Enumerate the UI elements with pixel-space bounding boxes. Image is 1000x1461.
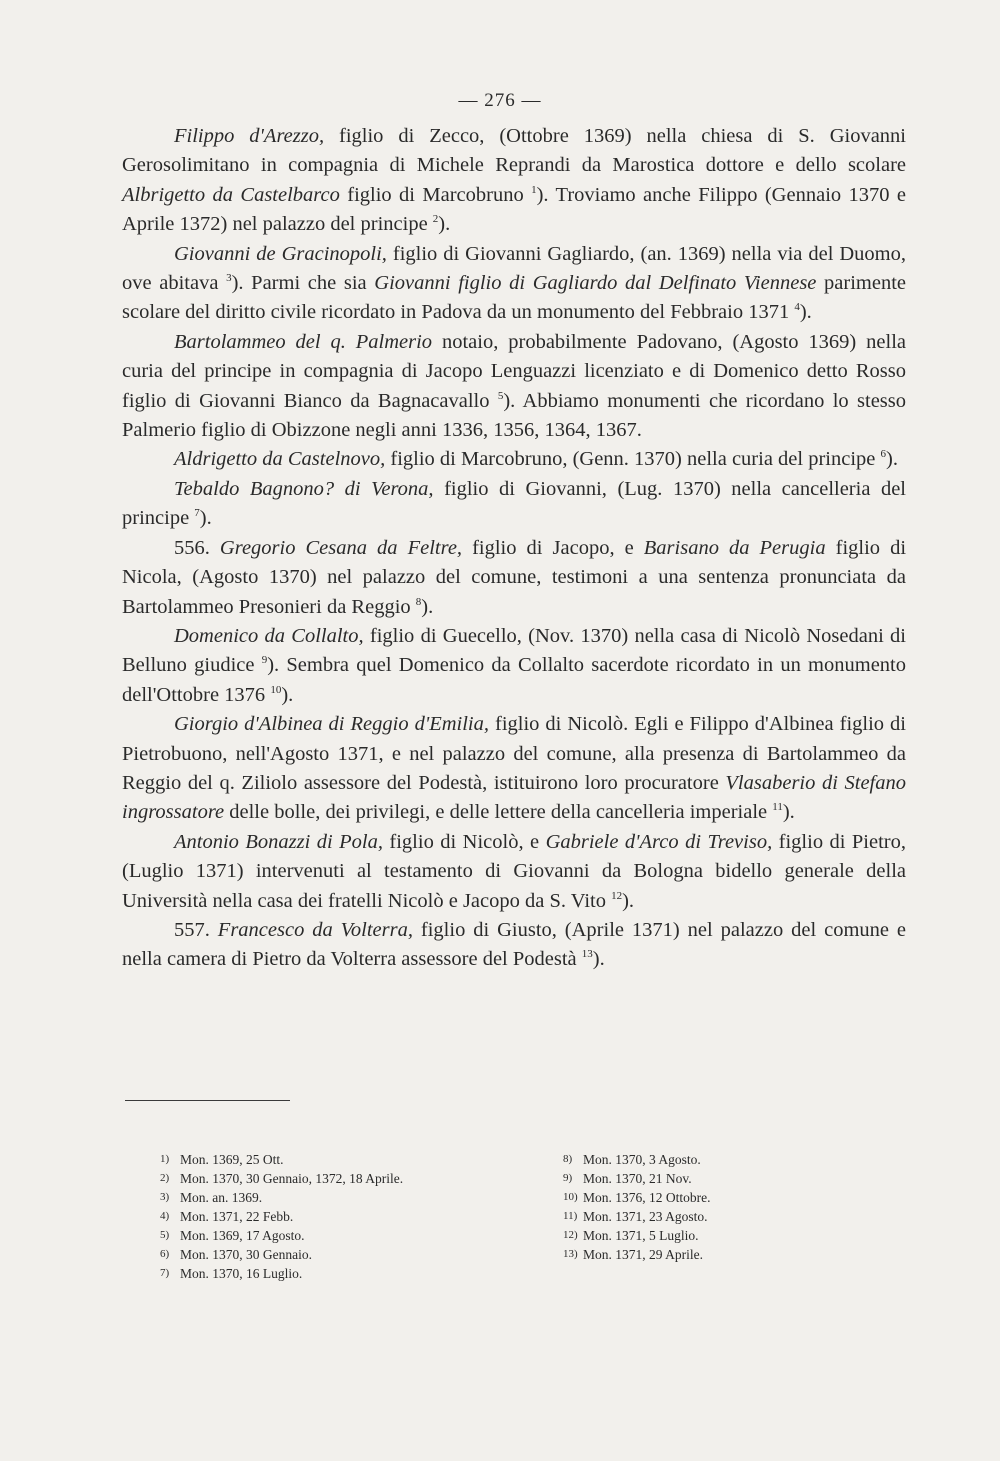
- footnote-text: Mon. 1370, 30 Gennaio, 1372, 18 Aprile.: [180, 1171, 404, 1186]
- footnote: [563, 1207, 800, 1226]
- text-run: ). Parmi che sia: [231, 272, 375, 295]
- text-run: parimente scolare del diritto civile ricordato in Padova da un monumento del Febbraio 1371: [122, 272, 907, 324]
- text-run: figlio di Pietro, (Luglio 1371) intervenuti al testamento di Giovanni da Bologna bidello generale della Università nella casa dei fratelli Nicolò e Jacopo da S. Vito: [122, 830, 906, 912]
- text-run: figlio di Zecco, (Ottobre 1369) nella chiesa di S. Giovanni Gerosolimitano in compagnia di Michele Reprandi da Marostica dottore e dello scolare: [122, 125, 906, 177]
- footnote-reference: 3: [226, 272, 232, 285]
- footnote-text: Mon. 1371, 23 Agosto.: [583, 1209, 708, 1224]
- footnote-reference: 5: [497, 389, 504, 402]
- footnote-text: Mon. 1371, 29 Aprile.: [583, 1247, 703, 1262]
- footnote: [563, 1245, 800, 1264]
- footnote-text: Mon. 1369, 25 Ott.: [180, 1152, 284, 1167]
- footnote-mark: 1): [160, 1153, 170, 1165]
- footnote-text: Mon. 1370, 16 Luglio.: [180, 1266, 303, 1281]
- italic-name: Filippo d'Arezzo,: [174, 125, 325, 147]
- italic-name: Gabriele d'Arco di Treviso,: [545, 830, 773, 853]
- paragraph: [122, 445, 906, 474]
- footnote: [160, 1226, 563, 1245]
- text-run: ).: [438, 213, 451, 236]
- text-run: figlio di Giovanni Gagliardo, (an. 1369) nella via del Duomo, ove abitava: [122, 242, 906, 295]
- footnote-mark: 9): [563, 1172, 573, 1184]
- footnote-reference: 8: [415, 595, 422, 608]
- text-run: ).: [421, 595, 434, 618]
- text-run: ).: [592, 948, 605, 971]
- text-run: ).: [622, 889, 635, 912]
- footnote-mark: 2): [160, 1172, 170, 1184]
- footnote: [160, 1188, 563, 1207]
- footnote-text: Mon. an. 1369.: [180, 1190, 263, 1205]
- footnote-text: Mon. 1370, 21 Nov.: [583, 1171, 692, 1186]
- text-run: ).: [199, 507, 212, 530]
- paragraph: [122, 710, 906, 828]
- footnote-mark: 12): [563, 1229, 578, 1241]
- footnotes: [160, 1150, 800, 1283]
- footnote-mark: 4): [160, 1210, 170, 1222]
- italic-name: Bartolammeo del q. Palmerio: [174, 330, 433, 353]
- footnote-reference: 7: [194, 507, 200, 520]
- paragraph: [122, 240, 906, 328]
- text-run: figlio di Guecello, (Nov. 1370) nella casa di Nicolò Nosedani di Belluno giudice: [122, 624, 906, 677]
- footnote-reference: 11: [772, 801, 783, 814]
- paragraph: [122, 916, 906, 975]
- text-run: figlio di Giusto, (Aprile 1371) nel palazzo del comune e nella camera di Pietro da Volterra assessore del Podestà: [122, 918, 906, 971]
- text-run: figlio di Nicolò, e: [382, 830, 546, 853]
- italic-name: Albrigetto da Castelbarco: [122, 183, 340, 206]
- text-run: ). Sembra quel Domenico da Collalto sacerdote ricordato in un monumento dell'Ottobre 1376: [122, 654, 906, 706]
- footnote: [563, 1188, 800, 1207]
- footnote-reference: 1: [531, 183, 537, 196]
- footnote-reference: 13: [581, 948, 593, 961]
- text-run: notaio, probabilmente Padovano, (Agosto 1369) nella curia del principe in compagnia di Jacopo Lenguazzi licenziato e di Domenico detto Rosso figlio di Giovanni Bianco da Bagnacavallo: [122, 330, 906, 412]
- paragraph: [122, 328, 906, 446]
- footnote-mark: 8): [563, 1153, 573, 1165]
- footnote-reference: 9: [261, 654, 268, 667]
- paragraph: [122, 828, 906, 916]
- paragraph: [122, 122, 906, 240]
- footnote: [160, 1207, 563, 1226]
- text-run: ). Troviamo anche Filippo (Gennaio 1370 e Aprile 1372) nel palazzo del principe: [122, 183, 906, 236]
- footnote-reference: 10: [270, 683, 282, 696]
- footnote-mark: 10): [563, 1191, 578, 1203]
- footnote-mark: 6): [160, 1248, 170, 1260]
- italic-name: Gregorio Cesana da Feltre,: [219, 536, 463, 559]
- text-run: figlio di Marcobruno: [339, 183, 532, 206]
- text-run: 557.: [174, 918, 218, 941]
- italic-name: Francesco da Volterra,: [217, 918, 413, 941]
- footnote-mark: 3): [160, 1191, 170, 1203]
- footnote-mark: 7): [160, 1267, 170, 1279]
- footnote-reference: 4: [794, 301, 800, 314]
- text-run: figlio di Jacopo, e: [462, 536, 644, 559]
- page-number: — 276 —: [458, 90, 542, 111]
- italic-name: Barisano da Perugia: [643, 536, 826, 559]
- footnote-mark: 13): [563, 1248, 578, 1260]
- italic-name: Giovanni de Gracinopoli,: [174, 242, 387, 265]
- footnote-text: Mon. 1370, 3 Agosto.: [583, 1152, 701, 1167]
- paragraph: [122, 534, 906, 622]
- footnote: [160, 1264, 563, 1283]
- footnotes-right-column: [563, 1150, 800, 1283]
- footnote: [160, 1169, 563, 1188]
- paragraph: [122, 475, 906, 534]
- footnote: [160, 1245, 563, 1264]
- footnote-reference: 2: [432, 213, 439, 226]
- text-run: figlio di Nicola, (Agosto 1370) nel palazzo del comune, testimoni a una sentenza pronunciata da Bartolammeo Presonieri da Reggio: [122, 536, 907, 618]
- footnote: [563, 1226, 800, 1245]
- footnote-text: Mon. 1369, 17 Agosto.: [180, 1228, 305, 1243]
- italic-name: Giovanni figlio di Gagliardo dal Delfinato Viennese: [374, 272, 817, 295]
- text-run: ).: [782, 801, 795, 824]
- footnote: [160, 1150, 563, 1169]
- footnote-divider: [125, 1100, 290, 1101]
- footnote-mark: 11): [563, 1210, 578, 1222]
- text-run: ). Abbiamo monumenti che ricordano lo stesso Palmerio figlio di Obizzone negli anni 1336, 1356, 1364, 1367.: [122, 389, 906, 442]
- italic-name: Aldrigetto da Castelnovo,: [174, 448, 386, 471]
- italic-name: Domenico da Collalto,: [174, 624, 364, 647]
- text-run: ).: [281, 683, 294, 706]
- text-run: figlio di Nicolò. Egli e Filippo d'Albinea figlio di Pietrobuono, nell'Agosto 1371, e nel palazzo del comune, alla presenza di Bartolammeo da Reggio del q. Ziliolo assessore del Podestà, istituirono loro procuratore: [122, 713, 906, 794]
- footnote: [563, 1169, 800, 1188]
- footnote-reference: 6: [880, 448, 887, 461]
- text-run: ).: [886, 448, 898, 471]
- footnote-text: Mon. 1371, 22 Febb.: [180, 1209, 294, 1224]
- text-run: 556.: [174, 536, 220, 559]
- footnote-reference: 12: [611, 889, 623, 902]
- text-run: ).: [799, 301, 812, 324]
- footnotes-left-column: [160, 1150, 563, 1283]
- italic-name: Tebaldo Bagnono? di Verona,: [174, 477, 434, 500]
- footnote-text: Mon. 1370, 30 Gennaio.: [180, 1247, 312, 1262]
- body-text: [122, 122, 906, 975]
- paragraph: [122, 622, 906, 710]
- italic-name: Vlasaberio di Stefano ingrossatore: [122, 771, 906, 824]
- footnote-text: Mon. 1371, 5 Luglio.: [583, 1228, 699, 1243]
- text-run: figlio di Marcobruno, (Genn. 1370) nella curia del principe: [385, 448, 881, 471]
- italic-name: Antonio Bonazzi di Pola,: [174, 830, 383, 853]
- footnote-mark: 5): [160, 1229, 170, 1241]
- text-run: delle bolle, dei privilegi, e delle lettere della cancelleria imperiale: [224, 801, 773, 824]
- italic-name: Giorgio d'Albinea di Reggio d'Emilia,: [174, 713, 489, 736]
- footnote: [563, 1150, 800, 1169]
- footnote-text: Mon. 1376, 12 Ottobre.: [583, 1190, 711, 1205]
- text-run: figlio di Giovanni, (Lug. 1370) nella cancelleria del principe: [122, 477, 906, 530]
